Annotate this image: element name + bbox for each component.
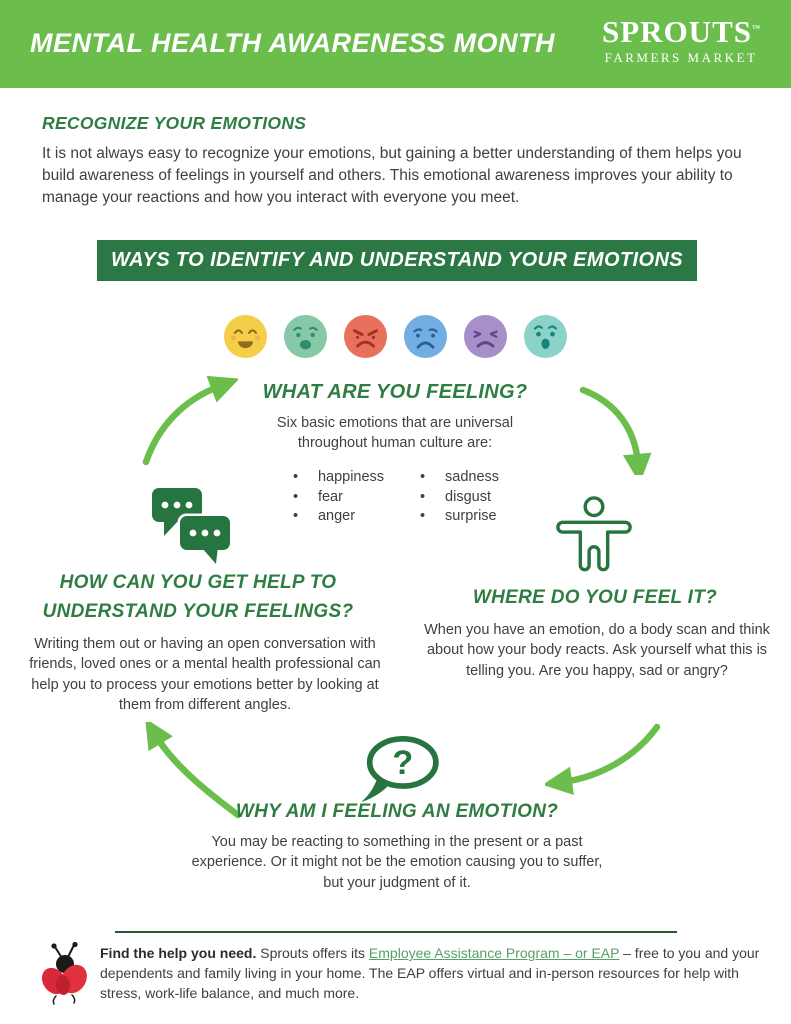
disgust-emoji-icon [464, 315, 507, 358]
sprouts-logo [591, 16, 771, 66]
emotion-list-left [291, 468, 384, 527]
fear-emoji-icon [284, 315, 327, 358]
header-banner [0, 0, 791, 88]
cycle-arrow-down-left-icon [545, 722, 665, 807]
what-heading: WHAT ARE YOU FEELING? [262, 381, 528, 403]
footer-text-after-link: – free to you and your dependents and family living in your home. The EAP offers virtual and in-person resources for help with stress, work-life balance, and much more. [100, 945, 760, 1001]
emotion-list-right [418, 468, 499, 527]
list-item: • surprise [418, 507, 499, 527]
svg-text:?: ? [392, 743, 414, 782]
happiness-emoji-icon [224, 315, 267, 358]
anger-emoji-icon [344, 315, 387, 358]
sadness-emoji-icon [404, 315, 447, 358]
cycle-arrow-up-right-icon [138, 372, 238, 467]
why-heading: WHY AM I FEELING AN EMOTION? [235, 801, 559, 822]
section-what-are-you-feeling [225, 381, 565, 527]
list-item: • disgust [418, 488, 499, 508]
how-paragraph: Writing them out or having an open conversation with friends, loved ones or a mental health professional can help you to process your emotions better by looking at them from different angles. [29, 636, 381, 713]
question-bubble-icon [354, 735, 444, 805]
list-item: • anger [291, 507, 384, 527]
how-heading-line1: HOW CAN YOU GET HELP TO [59, 572, 337, 593]
where-heading: WHERE DO YOU FEEL IT? [472, 587, 718, 608]
logo-brand-text: SPROUTS [602, 14, 752, 49]
ladybug-icon [36, 940, 96, 1010]
section-banner: WAYS TO IDENTIFY AND UNDERSTAND YOUR EMOTIONS [97, 240, 697, 281]
how-heading [8, 568, 388, 627]
list-item: • fear [291, 488, 384, 508]
intro-paragraph: It is not always easy to recognize your emotions, but gaining a better understanding of them helps you build awareness of feelings in yourself and others. This emotional awareness improves your ability to manage your reactions and how you interact with everyone you meet. [42, 145, 742, 206]
list-item: • happiness [291, 468, 384, 488]
emotion-emoji-row [0, 315, 791, 358]
intro-heading: RECOGNIZE YOUR EMOTIONS [42, 113, 307, 133]
emotion-bullet-lists [225, 468, 565, 527]
surprise-emoji-icon [524, 315, 567, 358]
logo-tagline: FARMERS MARKET [604, 50, 758, 65]
footer-help-text [100, 944, 784, 1004]
footer-bold-lead: Find the help you need. [100, 945, 257, 961]
list-item: • sadness [418, 468, 499, 488]
body-scan-person-icon [551, 495, 637, 577]
chat-bubbles-icon [150, 486, 240, 570]
page-title: MENTAL HEALTH AWARENESS MONTH [30, 28, 555, 58]
how-heading-line2: UNDERSTAND YOUR FEELINGS? [42, 601, 354, 623]
where-paragraph: When you have an emotion, do a body scan and think about how your body reacts. Ask yourself what this is telling you. Are you happy, sad or angry? [424, 622, 770, 679]
footer-text-before-link: Sprouts offers its [256, 945, 369, 961]
cycle-arrow-down-icon [577, 385, 672, 475]
footer-divider [115, 931, 677, 933]
why-paragraph: You may be reacting to something in the present or a past experience. Or it might not be the emotion causing you to suffer, but your judgment of it. [191, 834, 603, 891]
what-paragraph: Six basic emotions that are universal throughout human culture are: [276, 415, 514, 451]
eap-program-link[interactable]: Employee Assistance Program – or EAP [368, 945, 620, 961]
trademark-symbol: ™ [751, 23, 760, 33]
